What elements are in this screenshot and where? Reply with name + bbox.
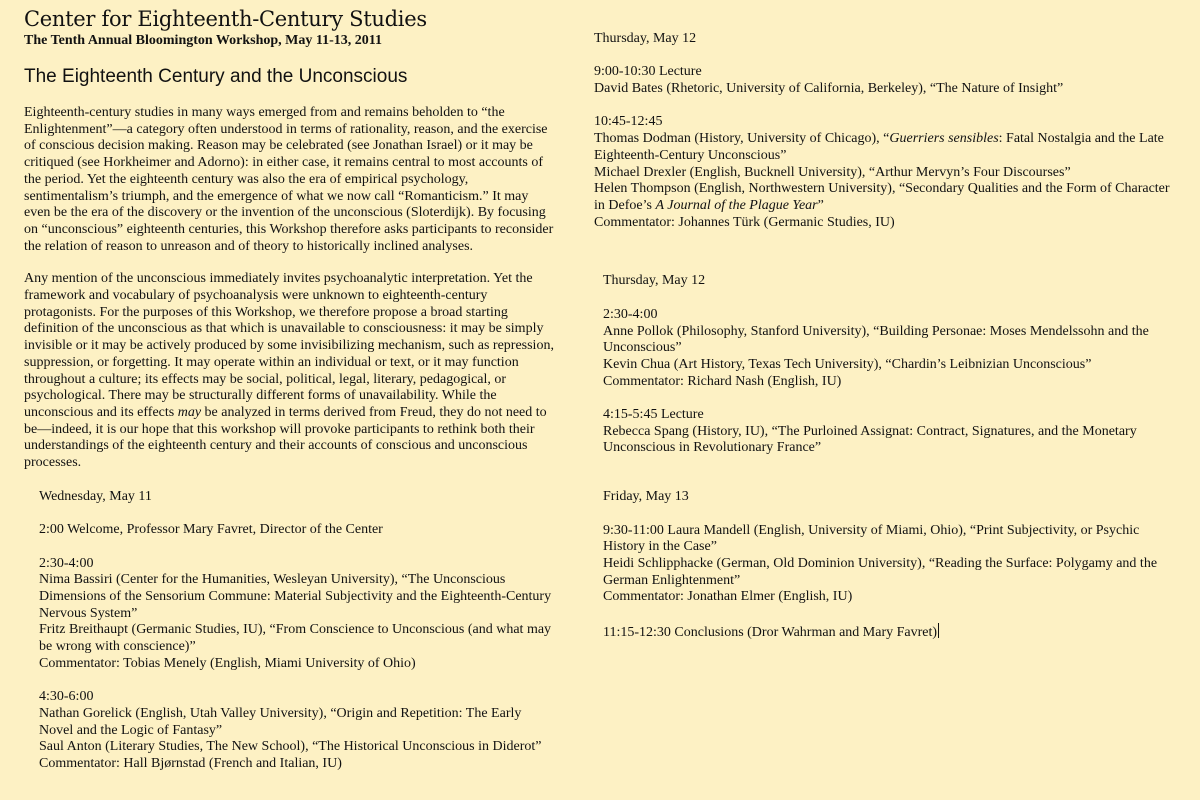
intro-paragraph-1: Eighteenth-century studies in many ways emerged from and remains beholden to “the Enlightenment”—a category often understood in terms of rationality, reason, and the exercise of conscious decision making. Reason may be celebrated (see Jonathan Israel) or it may be critiqued (see Horkheimer and Adorno): in either case, it remains central to most accounts of the period. Yet the eighteenth century was also the era of empirical psychology, sentimentalism’s triumph, and the emergence of what we now call “Romanticism.” It may even be the era of the discovery or the invention of the unconscious (Sloterdijk). By focusing on “unconscious” eighteenth centuries, this Workshop therefore asks participants to reconsider the relation of reason to unreason and of theory to historically inclined analyses. bbox=[24, 105, 554, 254]
thursday-morning-schedule bbox=[594, 31, 1174, 231]
workshop-heading: The Eighteenth Century and the Unconscious bbox=[24, 66, 408, 87]
friday-schedule bbox=[594, 489, 1174, 641]
session-time: 4:30-6:00 bbox=[39, 689, 94, 705]
thursday-afternoon-schedule bbox=[594, 273, 1174, 457]
session-entry: Thomas Dodman (History, University of Chicago), “Guerriers sensibles: Fatal Nostalgia and the Late Eighteenth-Century Unconscious” bbox=[594, 131, 1164, 163]
session-entry: Helen Thompson (English, Northwestern University), “Secondary Qualities and the Form of Character in Defoe’s A Journal of the Plague Year” bbox=[594, 181, 1170, 213]
left-column bbox=[24, 0, 554, 773]
commentator-line: Commentator: Johannes Türk (Germanic Studies, IU) bbox=[594, 214, 895, 230]
wednesday-schedule bbox=[24, 489, 554, 773]
session-entry: Saul Anton (Literary Studies, The New School), “The Historical Unconscious in Diderot” bbox=[39, 739, 542, 755]
commentator-line: Commentator: Richard Nash (English, IU) bbox=[603, 373, 842, 389]
session-entry: Nima Bassiri (Center for the Humanities, Wesleyan University), “The Unconscious Dimensions of the Sensorium Commune: Material Subjectivity and the Eighteenth-Century Nervous System” bbox=[39, 572, 552, 621]
workshop-subtitle: The Tenth Annual Bloomington Workshop, May 11-13, 2011 bbox=[24, 33, 383, 48]
lecture-entry: David Bates (Rhetoric, University of California, Berkeley), “The Nature of Insight” bbox=[594, 81, 1064, 97]
welcome-line: 2:00 Welcome, Professor Mary Favret, Director of the Center bbox=[39, 522, 383, 538]
lecture-entry: Rebecca Spang (History, IU), “The Purloined Assignat: Contract, Signatures, and the Monetary Unconscious in Revolutionary France” bbox=[603, 423, 1137, 456]
commentator-line: Commentator: Hall Bjørnstad (French and Italian, IU) bbox=[39, 755, 342, 771]
session-entry: Michael Drexler (English, Bucknell University), “Arthur Mervyn’s Four Discourses” bbox=[594, 164, 1071, 180]
conclusions-line: 11:15-12:30 Conclusions (Dror Wahrman and Mary Favret) bbox=[603, 624, 938, 640]
lecture-time: 9:00-10:30 Lecture bbox=[594, 64, 702, 80]
intro-paragraph-2: Any mention of the unconscious immediately invites psychoanalytic interpretation. Yet the framework and vocabulary of psychoanalysis were unknown to eighteenth-century protagonists. For the purposes of this Workshop, we therefore propose a broad starting definition of the unconscious as that which is unavailable to consciousness: it may be simply invisible or it may be actively produced by some invisibilizing mechanism, such as repression, suppression, or forgetting. It may operate within an individual or text, or it may function throughout a culture; its effects may be social, political, legal, literary, pedagogical, or psychological. There may be structurally different forms of unavailability. While the unconscious and its effects may be analyzed in terms derived from Freud, they do not need to be—indeed, it is our hope that this workshop will provoke participants to rethink both their understandings of the eighteenth century and their accounts of conscious and unconscious processes. bbox=[24, 271, 554, 471]
day-heading: Friday, May 13 bbox=[603, 489, 689, 505]
session-time: 2:30-4:00 bbox=[39, 555, 94, 571]
commentator-line: Commentator: Tobias Menely (English, Miami University of Ohio) bbox=[39, 655, 416, 671]
text-cursor bbox=[938, 623, 939, 638]
day-heading: Wednesday, May 11 bbox=[39, 488, 152, 504]
session-entry: Fritz Breithaupt (Germanic Studies, IU), “From Conscience to Unconscious (and what may be wrong with conscience)” bbox=[39, 622, 552, 655]
session-entry: Nathan Gorelick (English, Utah Valley University), “Origin and Repetition: The Early Novel and the Logic of Fantasy” bbox=[39, 705, 522, 738]
session-entry: Heidi Schlipphacke (German, Old Dominion University), “Reading the Surface: Polygamy and the German Enlightenment” bbox=[603, 555, 1158, 588]
session-time: 10:45-12:45 bbox=[594, 114, 663, 130]
commentator-line: Commentator: Jonathan Elmer (English, IU) bbox=[603, 589, 853, 605]
center-title: Center for Eighteenth-Century Studies bbox=[24, 7, 427, 31]
day-heading: Thursday, May 12 bbox=[603, 273, 706, 289]
session-time: 2:30-4:00 bbox=[603, 306, 658, 322]
session-entry: 9:30-11:00 Laura Mandell (English, University of Miami, Ohio), “Print Subjectivity, or Psychic History in the Case” bbox=[603, 522, 1140, 555]
lecture-time: 4:15-5:45 Lecture bbox=[603, 407, 704, 422]
right-column bbox=[594, 0, 1174, 641]
day-heading: Thursday, May 12 bbox=[594, 31, 697, 46]
session-entry: Anne Pollok (Philosophy, Stanford University), “Building Personae: Moses Mendelssohn and the Unconscious” bbox=[603, 323, 1149, 356]
session-entry: Kevin Chua (Art History, Texas Tech University), “Chardin’s Leibnizian Unconscious” bbox=[603, 356, 1092, 372]
